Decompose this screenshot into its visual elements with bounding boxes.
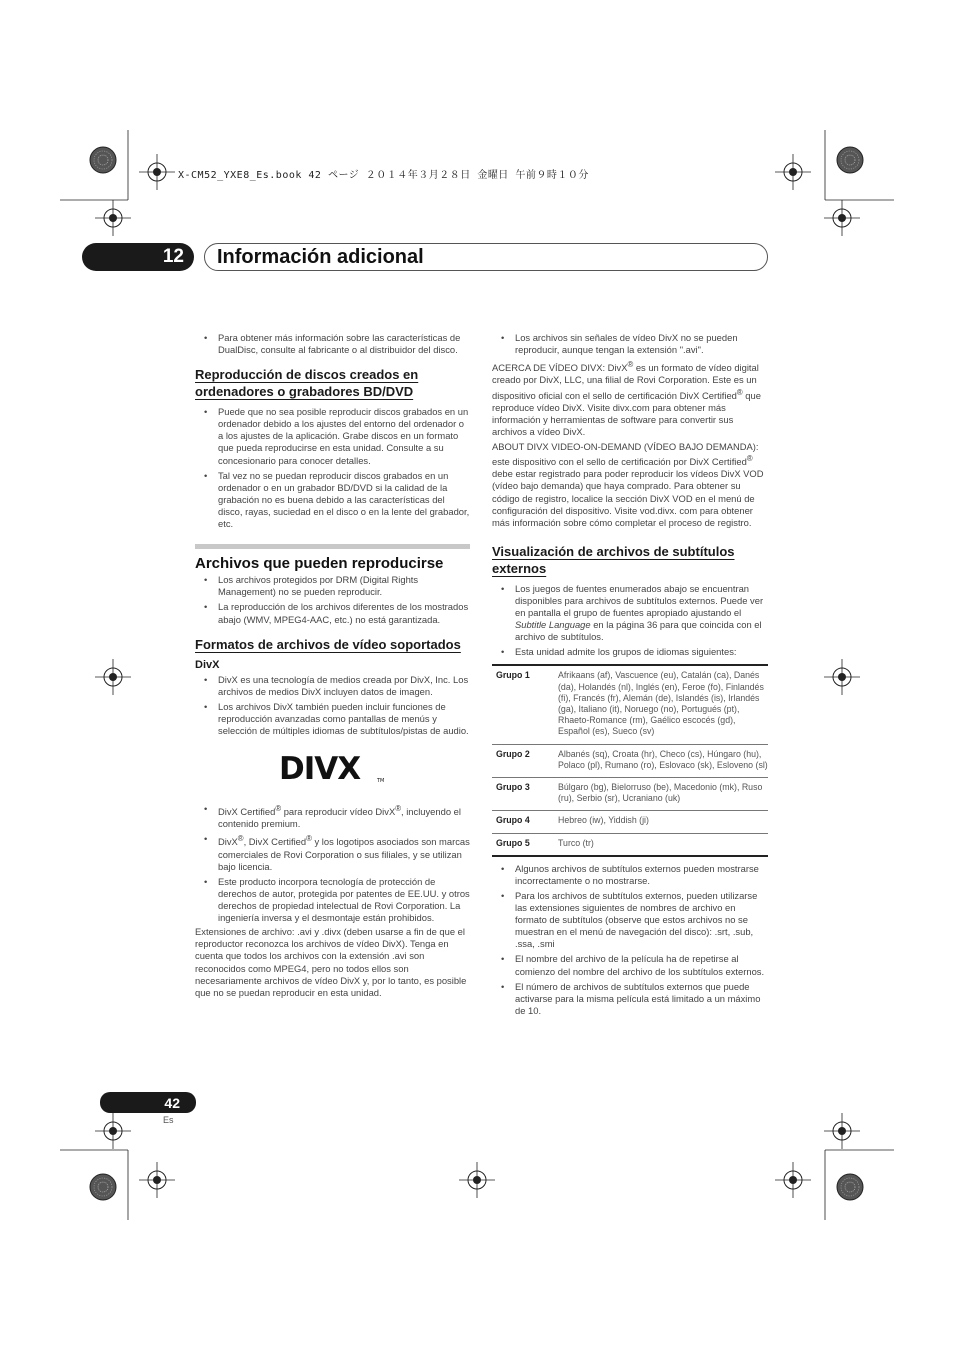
table-row: Grupo 4 Hebreo (iw), Yiddish (ji) — [492, 811, 768, 833]
page-language: Es — [163, 1115, 174, 1125]
crosshair-icon — [824, 659, 860, 695]
crosshair-icon — [95, 1113, 131, 1149]
section-heading-playable-files: Archivos que pueden reproducirse — [195, 544, 470, 570]
list-item: • Este producto incorpora tecnología de protección de derechos de autor, protegida por patentes de EE.UU. y otros derechos de propiedad intelectual de Rovi Corporation. La ingeniería inversa y el desmontaje están prohibidos. — [195, 876, 470, 924]
section-heading-subtitles: Visualización de archivos de subtítulos externos — [492, 543, 735, 576]
crosshair-icon — [824, 200, 860, 236]
divx-heading: DivX — [195, 658, 220, 671]
left-column — [195, 332, 470, 1002]
svg-text:TM: TM — [376, 778, 384, 785]
list-item: • DivX Certified® para reproducir vídeo DivX®, incluyendo el contenido premium. — [195, 803, 470, 830]
list-item: • Tal vez no se puedan reproducir discos grabados en un ordenador o en un grabador BD/DVD si la calidad de la grabación no es buena debido a las características del disco, rayas, suciedad en el disco o en la lente del grabador, etc. — [195, 470, 470, 530]
section-heading-video-formats: Formatos de archivos de vídeo soportados — [195, 636, 461, 652]
right-column — [492, 332, 768, 1023]
table-row: Grupo 2 Albanés (sq), Croata (hr), Checo (cs), Húngaro (hu), Polaco (pl), Rumano (ro), Eslovaco (sk), Esloveno (sl) — [492, 744, 768, 777]
table-row: Grupo 5 Turco (tr) — [496, 837, 594, 848]
page-number: 42 — [100, 1092, 196, 1113]
star-target-icon — [90, 147, 116, 173]
about-divx-paragraph: ACERCA DE VÍDEO DIVX: DivX® es un formato de vídeo digital creado por DivX, LLC, una filial de Rovi Corporation. Este es un dispositivo oficial con el sello de certificación DivX Certified® que reproduce vídeo DivX. Visite divx.com para obtener más información y herramientas de software para convertir sus archivos a vídeo DivX. — [492, 360, 761, 437]
crosshair-icon — [95, 659, 131, 695]
list-item: • Algunos archivos de subtítulos externos pueden mostrarse incorrectamente o no mostrarse. — [492, 863, 768, 887]
print-slug: X-CM52_YXE8_Es.book 42 ページ ２０１４年３月２８日 金曜日 午前９時１０分 — [178, 170, 589, 181]
list-item: • Para obtener más información sobre las características de DualDisc, consulte al fabricante o al distribuidor del disco. — [195, 332, 470, 356]
divx-logo — [195, 751, 470, 785]
list-item: • Los archivos protegidos por DRM (Digital Rights Management) no se pueden reproducir. — [195, 574, 470, 598]
list-item: • La reproducción de los archivos diferentes de los mostrados abajo (WMV, MPEG4-AAC, etc.) no está garantizada. — [195, 601, 470, 625]
section-heading-pc-discs: Reproducción de discos creados en ordenadores o grabadores BD/DVD — [195, 367, 419, 400]
list-item: • Puede que no sea posible reproducir discos grabados en un ordenador debido a los ajustes del entorno del ordenador o a los ajustes de la aplicación. Grabe discos en un formato que pueda reproducirse en esta unidad. Consulte a su concesionario para conocer detalles. — [195, 406, 470, 466]
crosshair-icon — [775, 1162, 811, 1198]
table-row: Grupo 3 Búlgaro (bg), Bielorruso (be), Macedonio (mk), Ruso (ru), Serbio (sr), Ucraniano (uk) — [492, 777, 768, 810]
list-item: • DivX®, DivX Certified® y los logotipos asociados son marcas comerciales de Rovi Corporation o sus filiales, y se utilizan bajo licencia. — [195, 833, 470, 872]
svg-text:DIVX: DIVX — [278, 751, 360, 786]
list-item: • DivX es una tecnología de medios creada por DivX, Inc. Los archivos de medios DivX incluyen datos de imagen. — [195, 674, 470, 698]
star-target-icon — [837, 1174, 863, 1200]
extensions-paragraph: Extensiones de archivo: .avi y .divx (deben usarse a fin de que el reproductor reconozca los archivos de vídeo DivX). Tenga en cuenta que todos los archivos con la extensión .avi son reconocidos como MPEG4, pero no todos ellos son necesariamente archivos de vídeo DivX y, por lo tanto, es posible que no se puedan reproducir en esta unidad. — [195, 926, 467, 998]
star-target-icon — [90, 1174, 116, 1200]
list-item: • El número de archivos de subtítulos externos que puede activarse para la misma película está limitado a un máximo de 10. — [492, 981, 768, 1017]
chapter-title: Información adicional — [204, 243, 768, 271]
list-item: • Los archivos DivX también pueden incluir funciones de reproducción avanzadas como pantallas de menús y selección de múltiples idiomas de subtítulos/pistas de audio. — [195, 701, 470, 737]
list-item: • Los archivos sin señales de vídeo DivX no se pueden reproducir, aunque tengan la extensión ".avi". — [492, 332, 768, 356]
crosshair-icon — [824, 1113, 860, 1149]
crosshair-icon — [459, 1162, 495, 1198]
crosshair-icon — [95, 200, 131, 236]
list-item: • El nombre del archivo de la película ha de repetirse al comienzo del nombre del archivo de los subtítulos externos. — [492, 953, 768, 977]
list-item: • Esta unidad admite los grupos de idiomas siguientes: — [492, 646, 768, 658]
star-target-icon — [837, 147, 863, 173]
crosshair-icon — [139, 154, 175, 190]
language-groups-table — [492, 664, 768, 856]
crosshair-icon — [775, 154, 811, 190]
list-item: • Para los archivos de subtítulos externos, pueden utilizarse las extensiones siguientes de nombres de archivo en formato de subtítulos (observe que estos archivos no se muestran en el menú de navegación del disco): .srt, .sub, .ssa, .smi — [492, 890, 768, 950]
chapter-number: 12 — [82, 243, 194, 271]
crosshair-icon — [139, 1162, 175, 1198]
divx-vod-paragraph: ABOUT DIVX VIDEO-ON-DEMAND (VÍDEO BAJO DEMANDA): este dispositivo con el sello de certificación por DivX Certified® debe estar registrado para poder reproducir los vídeos DivX VOD (vídeo bajo demanda) que haya comprado. Para obtener su código de registro, localice la sección DivX VOD en el menú de configuración del dispositivo. Visite vod.divx. com para obtener más información sobre cómo completar el proceso de registro. — [492, 441, 764, 528]
list-item: • Los juegos de fuentes enumerados abajo se encuentran disponibles para archivos de subtítulos externos. Puede ver en pantalla el grupo de fuentes apropiado ajustando el Subtitle Language en la página 36 para que coincida con el archivo de subtítulos. — [492, 583, 768, 643]
table-row: Grupo 1 Afrikaans (af), Vascuence (eu), Catalán (ca), Danés (da), Holandés (nl), Inglés (en), Feroe (fo), Finlandés (fi), Francés (fr), Alemán (de), Islandés (is), Irlandés (ga), Italiano (it), Noruego (no), Portugués (pt), Rhaeto-Romance (rm), Gaélico escocés (gd), Español (es), Sueco (sv) — [492, 665, 768, 744]
